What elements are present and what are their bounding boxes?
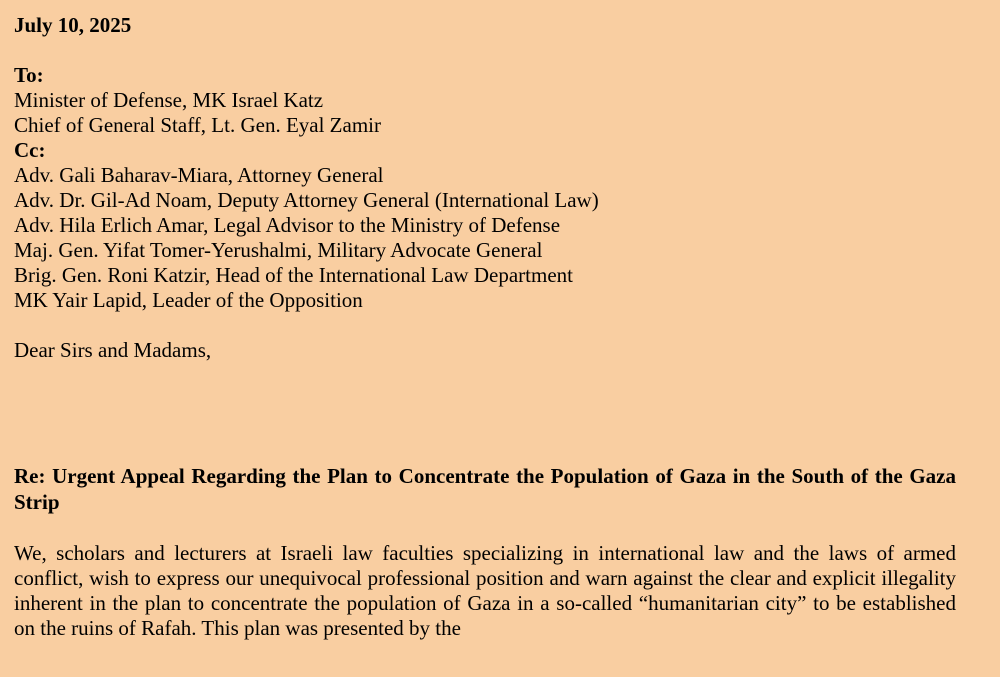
cc-recipient: Brig. Gen. Roni Katzir, Head of the International Law Department <box>14 263 573 287</box>
cc-block <box>14 138 956 313</box>
cc-label: Cc: <box>14 138 46 162</box>
to-block <box>14 63 956 138</box>
body-paragraph: We, scholars and lecturers at Israeli law faculties specializing in international law and the laws of armed conflict, wish to express our unequivocal professional position and warn against the clear and explicit illegality inherent in the plan to concentrate the population of Gaza in a so-called “humanitarian city” to be established on the ruins of Rafah. This plan was presented by the <box>14 541 956 640</box>
to-label: To: <box>14 63 44 87</box>
salutation: Dear Sirs and Madams, <box>14 338 212 362</box>
to-recipient: Chief of General Staff, Lt. Gen. Eyal Zamir <box>14 113 381 137</box>
cc-recipient: MK Yair Lapid, Leader of the Opposition <box>14 288 363 312</box>
cc-recipient: Adv. Gali Baharav-Miara, Attorney General <box>14 163 384 187</box>
letter-date: July 10, 2025 <box>14 13 132 37</box>
subject-line: Re: Urgent Appeal Regarding the Plan to Concentrate the Population of Gaza in the South of the Gaza Strip <box>14 464 956 514</box>
cc-recipient: Maj. Gen. Yifat Tomer-Yerushalmi, Military Advocate General <box>14 238 543 262</box>
to-recipient: Minister of Defense, MK Israel Katz <box>14 88 324 112</box>
cc-recipient: Adv. Hila Erlich Amar, Legal Advisor to the Ministry of Defense <box>14 213 561 237</box>
cc-recipient: Adv. Dr. Gil-Ad Noam, Deputy Attorney General (International Law) <box>14 188 599 212</box>
